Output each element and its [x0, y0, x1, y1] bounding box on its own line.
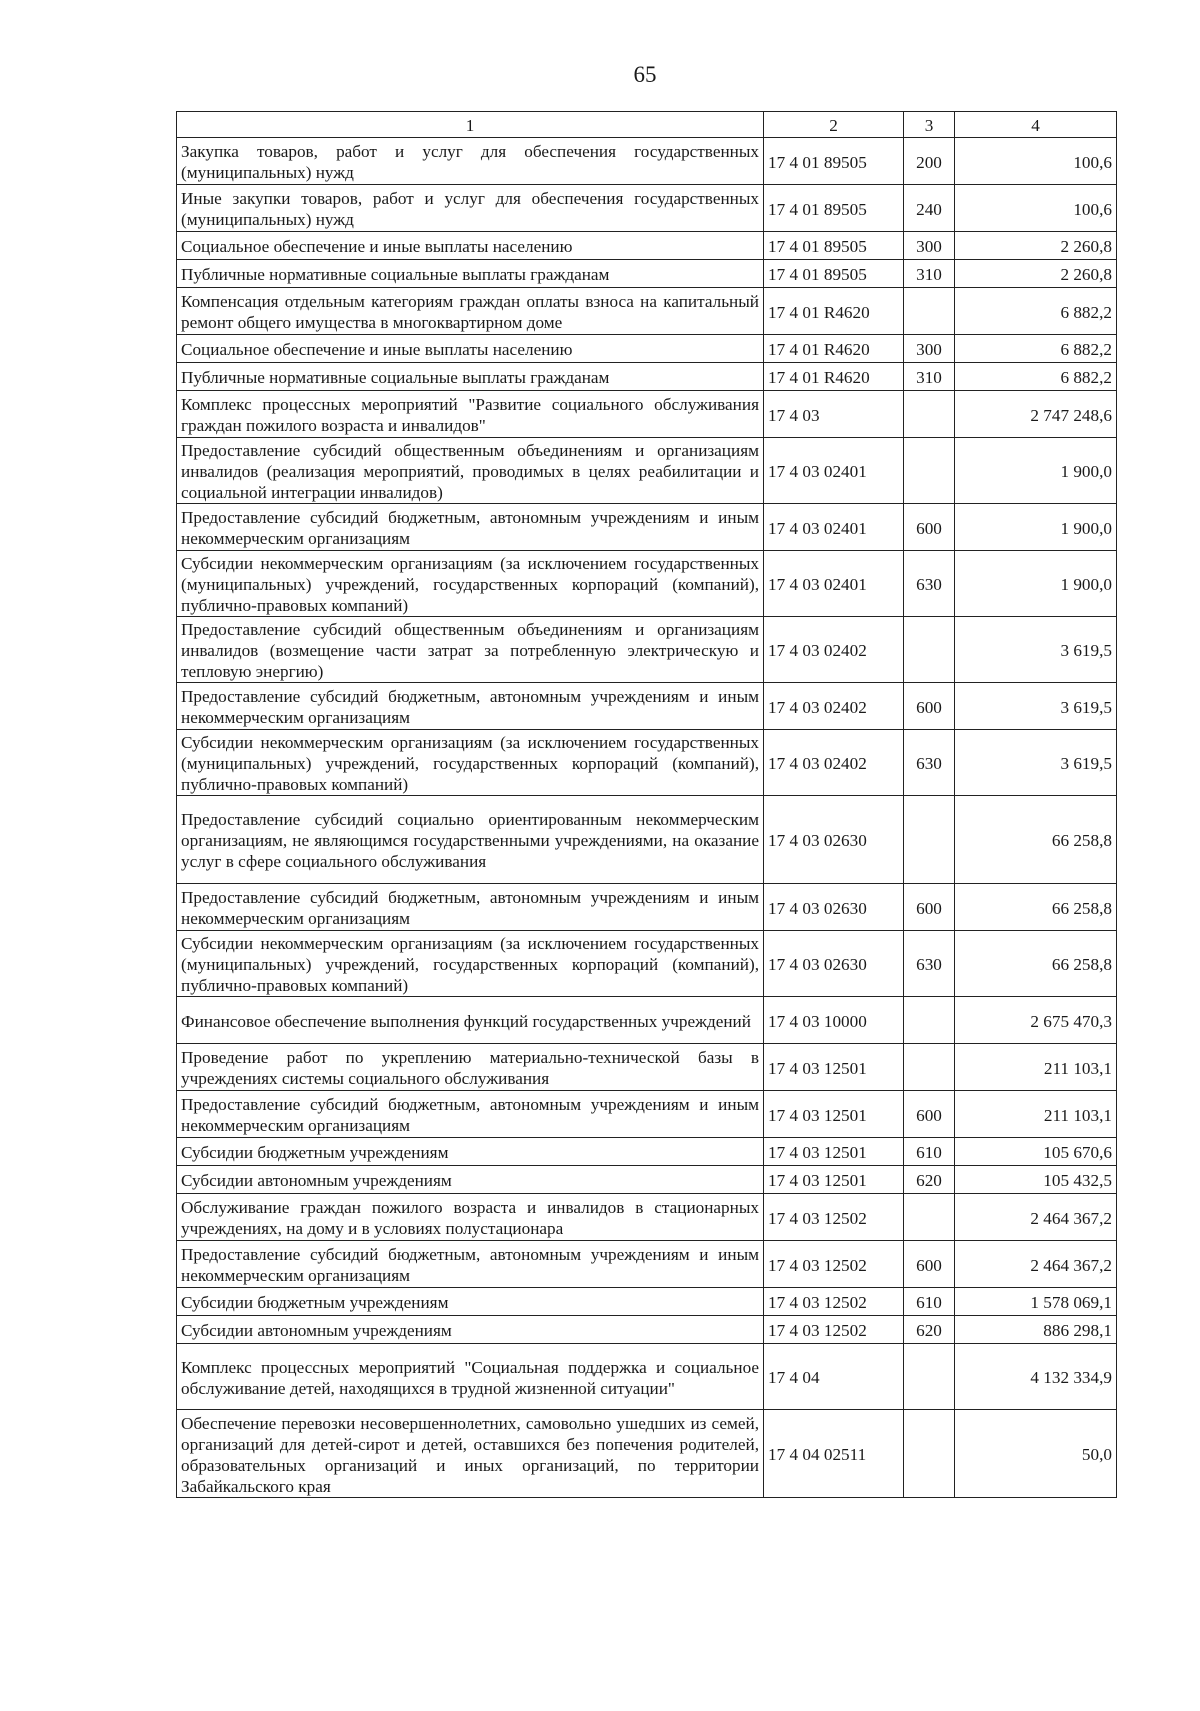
- row-code-cell: 17 4 04: [764, 1344, 904, 1410]
- row-name-cell: Предоставление субсидий общественным объединениям и организациям инвалидов (возмещение части затрат за потребленную электрическую и тепловую энергию): [177, 617, 764, 683]
- table-row: [177, 617, 1117, 683]
- row-type-cell: 600: [904, 884, 955, 931]
- row-type-cell: 600: [904, 1241, 955, 1288]
- row-code-cell: 17 4 03 12502: [764, 1194, 904, 1241]
- row-code-cell: 17 4 01 89505: [764, 260, 904, 288]
- row-code-cell: 17 4 03 12502: [764, 1316, 904, 1344]
- row-amount-cell: 6 882,2: [955, 288, 1117, 335]
- row-amount-cell: 1 900,0: [955, 504, 1117, 551]
- row-amount-cell: 3 619,5: [955, 617, 1117, 683]
- row-name-cell: Компенсация отдельным категориям граждан оплаты взноса на капитальный ремонт общего имущества в многоквартирном доме: [177, 288, 764, 335]
- row-name-cell: Иные закупки товаров, работ и услуг для обеспечения государственных (муниципальных) нужд: [177, 185, 764, 232]
- table-row: [177, 730, 1117, 796]
- row-type-cell: 200: [904, 138, 955, 185]
- table-row: [177, 1166, 1117, 1194]
- table-row: [177, 288, 1117, 335]
- row-name-cell: Комплекс процессных мероприятий "Социальная поддержка и социальное обслуживание детей, находящихся в трудной жизненной ситуации": [177, 1344, 764, 1410]
- row-code-cell: 17 4 03 12501: [764, 1044, 904, 1091]
- row-name-cell: Публичные нормативные социальные выплаты гражданам: [177, 260, 764, 288]
- row-code-cell: 17 4 03: [764, 391, 904, 438]
- row-type-cell: 600: [904, 683, 955, 730]
- row-code-cell: 17 4 03 02630: [764, 796, 904, 884]
- row-name-cell: Проведение работ по укреплению материально-технической базы в учреждениях системы социального обслуживания: [177, 1044, 764, 1091]
- row-amount-cell: 105 432,5: [955, 1166, 1117, 1194]
- table-row: [177, 1344, 1117, 1410]
- row-amount-cell: 2 747 248,6: [955, 391, 1117, 438]
- row-amount-cell: 211 103,1: [955, 1044, 1117, 1091]
- row-amount-cell: 1 900,0: [955, 438, 1117, 504]
- row-type-cell: [904, 997, 955, 1044]
- row-code-cell: 17 4 03 02630: [764, 931, 904, 997]
- table-row: [177, 683, 1117, 730]
- row-amount-cell: 66 258,8: [955, 931, 1117, 997]
- row-type-cell: 610: [904, 1288, 955, 1316]
- table-row: [177, 997, 1117, 1044]
- budget-table: [176, 111, 1117, 1498]
- table-row: [177, 884, 1117, 931]
- row-type-cell: [904, 438, 955, 504]
- row-code-cell: 17 4 03 12501: [764, 1091, 904, 1138]
- row-code-cell: 17 4 03 02630: [764, 884, 904, 931]
- row-type-cell: 310: [904, 363, 955, 391]
- row-amount-cell: 100,6: [955, 185, 1117, 232]
- row-amount-cell: 1 900,0: [955, 551, 1117, 617]
- row-name-cell: Предоставление субсидий бюджетным, автономным учреждениям и иным некоммерческим организациям: [177, 504, 764, 551]
- table-row: [177, 1288, 1117, 1316]
- row-type-cell: [904, 288, 955, 335]
- column-header-type: 3: [904, 112, 955, 138]
- row-amount-cell: 2 464 367,2: [955, 1194, 1117, 1241]
- row-code-cell: 17 4 03 02401: [764, 551, 904, 617]
- row-code-cell: 17 4 01 R4620: [764, 335, 904, 363]
- row-amount-cell: 2 260,8: [955, 260, 1117, 288]
- row-type-cell: 610: [904, 1138, 955, 1166]
- row-amount-cell: 6 882,2: [955, 363, 1117, 391]
- table-row: [177, 551, 1117, 617]
- row-amount-cell: 66 258,8: [955, 884, 1117, 931]
- row-name-cell: Предоставление субсидий бюджетным, автономным учреждениям и иным некоммерческим организациям: [177, 884, 764, 931]
- row-amount-cell: 3 619,5: [955, 730, 1117, 796]
- table-row: [177, 1091, 1117, 1138]
- row-code-cell: 17 4 01 89505: [764, 185, 904, 232]
- row-name-cell: Комплекс процессных мероприятий "Развитие социального обслуживания граждан пожилого возраста и инвалидов": [177, 391, 764, 438]
- column-header-code: 2: [764, 112, 904, 138]
- row-type-cell: 630: [904, 551, 955, 617]
- row-name-cell: Предоставление субсидий общественным объединениям и организациям инвалидов (реализация мероприятий, проводимых в целях реабилитации и социальной интеграции инвалидов): [177, 438, 764, 504]
- table-row: [177, 232, 1117, 260]
- column-header-name: 1: [177, 112, 764, 138]
- row-name-cell: Закупка товаров, работ и услуг для обеспечения государственных (муниципальных) нужд: [177, 138, 764, 185]
- table-row: [177, 1410, 1117, 1498]
- row-name-cell: Финансовое обеспечение выполнения функций государственных учреждений: [177, 997, 764, 1044]
- row-name-cell: Субсидии автономным учреждениям: [177, 1316, 764, 1344]
- row-type-cell: [904, 1194, 955, 1241]
- row-code-cell: 17 4 01 89505: [764, 138, 904, 185]
- row-code-cell: 17 4 01 R4620: [764, 363, 904, 391]
- row-name-cell: Обслуживание граждан пожилого возраста и инвалидов в стационарных учреждениях, на дому и в условиях полустационара: [177, 1194, 764, 1241]
- row-name-cell: Предоставление субсидий бюджетным, автономным учреждениям и иным некоммерческим организациям: [177, 683, 764, 730]
- row-type-cell: 300: [904, 335, 955, 363]
- row-name-cell: Обеспечение перевозки несовершеннолетних, самовольно ушедших из семей, организаций для детей-сирот и детей, оставшихся без попечения родителей, образовательных организаций и иных организаций, по территории Забайкальского края: [177, 1410, 764, 1498]
- row-type-cell: [904, 1410, 955, 1498]
- table-row: [177, 1241, 1117, 1288]
- page-number: 65: [633, 62, 657, 87]
- row-code-cell: 17 4 03 02402: [764, 617, 904, 683]
- row-name-cell: Субсидии некоммерческим организациям (за исключением государственных (муниципальных) учреждений, государственных корпораций (компаний), публично-правовых компаний): [177, 551, 764, 617]
- row-amount-cell: 105 670,6: [955, 1138, 1117, 1166]
- row-amount-cell: 100,6: [955, 138, 1117, 185]
- row-amount-cell: 2 675 470,3: [955, 997, 1117, 1044]
- row-name-cell: Предоставление субсидий бюджетным, автономным учреждениям и иным некоммерческим организациям: [177, 1091, 764, 1138]
- row-type-cell: 630: [904, 931, 955, 997]
- row-code-cell: 17 4 03 12502: [764, 1288, 904, 1316]
- table-row: [177, 504, 1117, 551]
- table-row: [177, 363, 1117, 391]
- row-amount-cell: 211 103,1: [955, 1091, 1117, 1138]
- table-row: [177, 185, 1117, 232]
- row-type-cell: [904, 796, 955, 884]
- row-amount-cell: 66 258,8: [955, 796, 1117, 884]
- row-amount-cell: 1 578 069,1: [955, 1288, 1117, 1316]
- table-row: [177, 438, 1117, 504]
- row-amount-cell: 2 260,8: [955, 232, 1117, 260]
- row-name-cell: Публичные нормативные социальные выплаты гражданам: [177, 363, 764, 391]
- row-code-cell: 17 4 03 02401: [764, 438, 904, 504]
- row-code-cell: 17 4 03 02402: [764, 730, 904, 796]
- column-header-amount: 4: [955, 112, 1117, 138]
- row-name-cell: Предоставление субсидий социально ориентированным некоммерческим организациям, не являющимся государственными учреждениями, на оказание услуг в сфере социального обслуживания: [177, 796, 764, 884]
- table-row: [177, 391, 1117, 438]
- row-name-cell: Предоставление субсидий бюджетным, автономным учреждениям и иным некоммерческим организациям: [177, 1241, 764, 1288]
- row-type-cell: 620: [904, 1316, 955, 1344]
- row-type-cell: 600: [904, 504, 955, 551]
- row-name-cell: Субсидии некоммерческим организациям (за исключением государственных (муниципальных) учреждений, государственных корпораций (компаний), публично-правовых компаний): [177, 730, 764, 796]
- row-code-cell: 17 4 03 02401: [764, 504, 904, 551]
- table-row: [177, 1316, 1117, 1344]
- row-amount-cell: 886 298,1: [955, 1316, 1117, 1344]
- row-code-cell: 17 4 03 12501: [764, 1166, 904, 1194]
- row-type-cell: [904, 1344, 955, 1410]
- row-amount-cell: 4 132 334,9: [955, 1344, 1117, 1410]
- table-row: [177, 1138, 1117, 1166]
- row-code-cell: 17 4 04 02511: [764, 1410, 904, 1498]
- row-type-cell: 240: [904, 185, 955, 232]
- row-code-cell: 17 4 01 89505: [764, 232, 904, 260]
- row-code-cell: 17 4 01 R4620: [764, 288, 904, 335]
- row-type-cell: [904, 391, 955, 438]
- row-code-cell: 17 4 03 10000: [764, 997, 904, 1044]
- row-code-cell: 17 4 03 12502: [764, 1241, 904, 1288]
- row-name-cell: Субсидии бюджетным учреждениям: [177, 1288, 764, 1316]
- row-type-cell: 630: [904, 730, 955, 796]
- row-name-cell: Субсидии некоммерческим организациям (за исключением государственных (муниципальных) учреждений, государственных корпораций (компаний), публично-правовых компаний): [177, 931, 764, 997]
- row-type-cell: [904, 617, 955, 683]
- table-header-row: [177, 112, 1117, 138]
- row-type-cell: 600: [904, 1091, 955, 1138]
- row-amount-cell: 2 464 367,2: [955, 1241, 1117, 1288]
- table-row: [177, 796, 1117, 884]
- table-row: [177, 138, 1117, 185]
- row-amount-cell: 6 882,2: [955, 335, 1117, 363]
- row-name-cell: Субсидии автономным учреждениям: [177, 1166, 764, 1194]
- table-row: [177, 931, 1117, 997]
- row-name-cell: Социальное обеспечение и иные выплаты населению: [177, 335, 764, 363]
- row-code-cell: 17 4 03 12501: [764, 1138, 904, 1166]
- row-name-cell: Субсидии бюджетным учреждениям: [177, 1138, 764, 1166]
- row-name-cell: Социальное обеспечение и иные выплаты населению: [177, 232, 764, 260]
- row-amount-cell: 50,0: [955, 1410, 1117, 1498]
- row-amount-cell: 3 619,5: [955, 683, 1117, 730]
- table-row: [177, 1044, 1117, 1091]
- row-type-cell: 300: [904, 232, 955, 260]
- row-type-cell: 620: [904, 1166, 955, 1194]
- table-row: [177, 260, 1117, 288]
- row-type-cell: 310: [904, 260, 955, 288]
- row-type-cell: [904, 1044, 955, 1091]
- table-row: [177, 335, 1117, 363]
- table-row: [177, 1194, 1117, 1241]
- row-code-cell: 17 4 03 02402: [764, 683, 904, 730]
